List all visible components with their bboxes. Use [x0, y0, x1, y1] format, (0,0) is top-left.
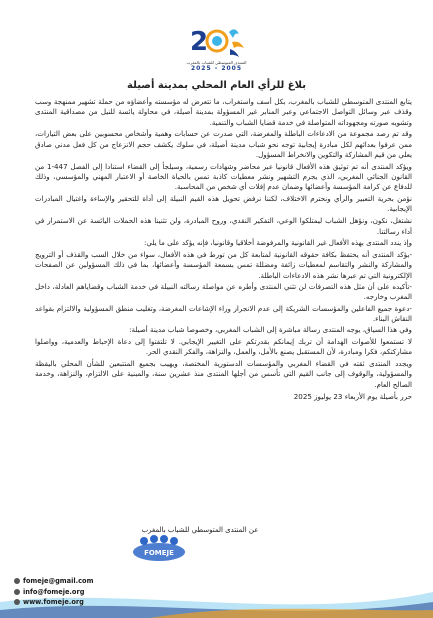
paragraph: نشتغل، نكون، ونؤهل الشباب ليمتلكوا الوعي، التفكير النقدي، وروح المبادرة، ولن تثنينا هذه الحملات اليائسة عن الاستمرار في أداء رسالتنا. [35, 216, 412, 236]
email-row [14, 587, 93, 598]
paragraph: وفي هذا السياق، يوجه المنتدى رسالة مباشرة إلى الشباب المغربي، وخصوصا شباب مدينة أصيلة: [129, 325, 412, 335]
paragraph: وإذ يندد المنتدى بهذه الأفعال غير القانونية والمرفوضة أخلاقيا وقانونيا، فإنه يؤكد على ما يلي: [143, 238, 412, 248]
contact-info [14, 576, 93, 608]
email-icon [14, 589, 20, 595]
paragraph: نؤمن بحرية التعبير والرأي ونحترم الاختلاف، لكننا نرفض تحويل هذه القيم النبيلة إلى أداة للتحقير والإساءة واغتيال المبادرات الإيجابية. [35, 194, 412, 214]
release-body [35, 97, 412, 403]
paragraph: وقد تم رصد مجموعة من الادعاءات الباطلة والمغرضة، التي صدرت عن حسابات وهمية وأشخاص محسوبين على بعض التيارات، ممن عرفوا بعدائهم لكل مبادرة إيجابية توجه نحو شباب مدينة أصيلة، في سلوك يكشف حجم الانزعاج من كل فعل مدني صادق يعلي من قيم المشاركة والتكوين والانخراط المسؤول. [35, 129, 412, 159]
demands-list [35, 250, 412, 324]
paragraph: لا تستمعوا للأصوات الهدامة أن تربك إيمانكم بقدرتكم على التغيير الإيجابي. لا تلتفتوا إلى دعاة الإحباط والعدمية، وواصلوا مشاركتكم، فكرا ومبادرة، لأن المستقبل يصنع بالأمل، والعمل، والنزاهة، والفكر النقدي الحر. [35, 337, 412, 357]
date-line: حرر بأصيلة يوم الأربعاء 23 يوليوز 2025 [293, 391, 412, 401]
list-item: -دعوة جميع الفاعلين والمؤسسات الشريكة إلى عدم الانجرار وراء الإشاعات المغرضة، وتغليب منطق المسؤولية والالتزام بقواعد النقاش البناء. [35, 303, 412, 323]
list-item: -يؤكد المنتدى أنه يحتفظ بكافة حقوقه القانونية لمتابعة كل من تورط في هذه الأفعال، سواء من خلال السب والقذف أو الترويج والمشاركة والنشر والتقاسم لمعطيات زائفة ومضللة تمس بسمعة المؤسسة وأعضائها، بما في ذلك المسؤولين عن الصفحات الإلكترونية التي تم عبرها نشر هذه الادعاءات الباطلة. [35, 250, 412, 280]
header-logo [0, 22, 433, 80]
email-icon [14, 578, 20, 584]
stamp-text: FOMEJE [144, 549, 174, 557]
globe-icon [14, 599, 20, 605]
signature-line: عن المنتدى المتوسطي للشباب بالمغرب [141, 526, 259, 534]
website-link[interactable]: www.fomeje.org [23, 598, 84, 606]
anniversary-logo-icon [172, 22, 262, 60]
organization-stamp-icon [124, 532, 194, 564]
paragraph: يتابع المنتدى المتوسطي للشباب بالمغرب، بكل أسف واستغراب، ما تتعرض له مؤسسته وأعضاؤه من حملة تشهير ممنهجة وسب وقذف عبر وسائل التواصل الاجتماعي وعبر المنابر غير المسؤولة بمدينة أصيلة، في محاولة يائسة للنيل من مصداقية المنتدى وتشويه صورته ومجهوداته المتواصلة في خدمة قضايا الشباب والتنمية. [35, 97, 412, 127]
list-item: -تأكيده على أن مثل هذه التصرفات لن تثني المنتدى وأطره عن مواصلة رسالته النبيلة في خدمة الشباب وقضاياهم العادلة، داخل المغرب وخارجه. [35, 282, 412, 302]
email-link[interactable]: info@fomeje.org [23, 587, 85, 596]
page-title: بلاغ للرأي العام المحلي بمدينة أصيلة [127, 80, 306, 91]
paragraph: ويجدد المنتدى ثقته في القضاء المغربي والمؤسسات الدستورية المختصة، ويهيب بجميع المتتبعين للشأن المحلي باليقظة والمسؤولية، والوقوف إلى جانب القيم التي تأسس من أجلها المنتدى منذ عشرين سنة، والمبنية على الالتزام، والنزاهة، وخدمة الصالح العام. [35, 359, 412, 389]
email-link[interactable]: fomeje@gmail.com [23, 577, 94, 585]
svg-text:2: 2 [189, 27, 208, 57]
logo-years: 2025 - 2005 [190, 65, 243, 72]
paragraph: ويؤكد المنتدى أنه تم توثيق هذه الأفعال قانونيا عبر محاضر وشهادات رسمية، وسيلجأ إلى القضاء استنادا إلى الفصل 447-1 من القانون الجنائي المغربي، الذي يجرم التشهير ونشر معطيات كاذبة تمس بالحياة الخاصة أو الاعتبار المهني والمؤسسي، وذلك للدفاع عن كرامة المؤسسة وأعضائها وضمان عدم إفلات أي شخص من المحاسبة. [35, 161, 412, 192]
website-row [14, 597, 93, 608]
logo-name-arabic: المنتدى المتوسطي للشباب بالمغرب [186, 60, 247, 65]
email-row [14, 576, 93, 587]
